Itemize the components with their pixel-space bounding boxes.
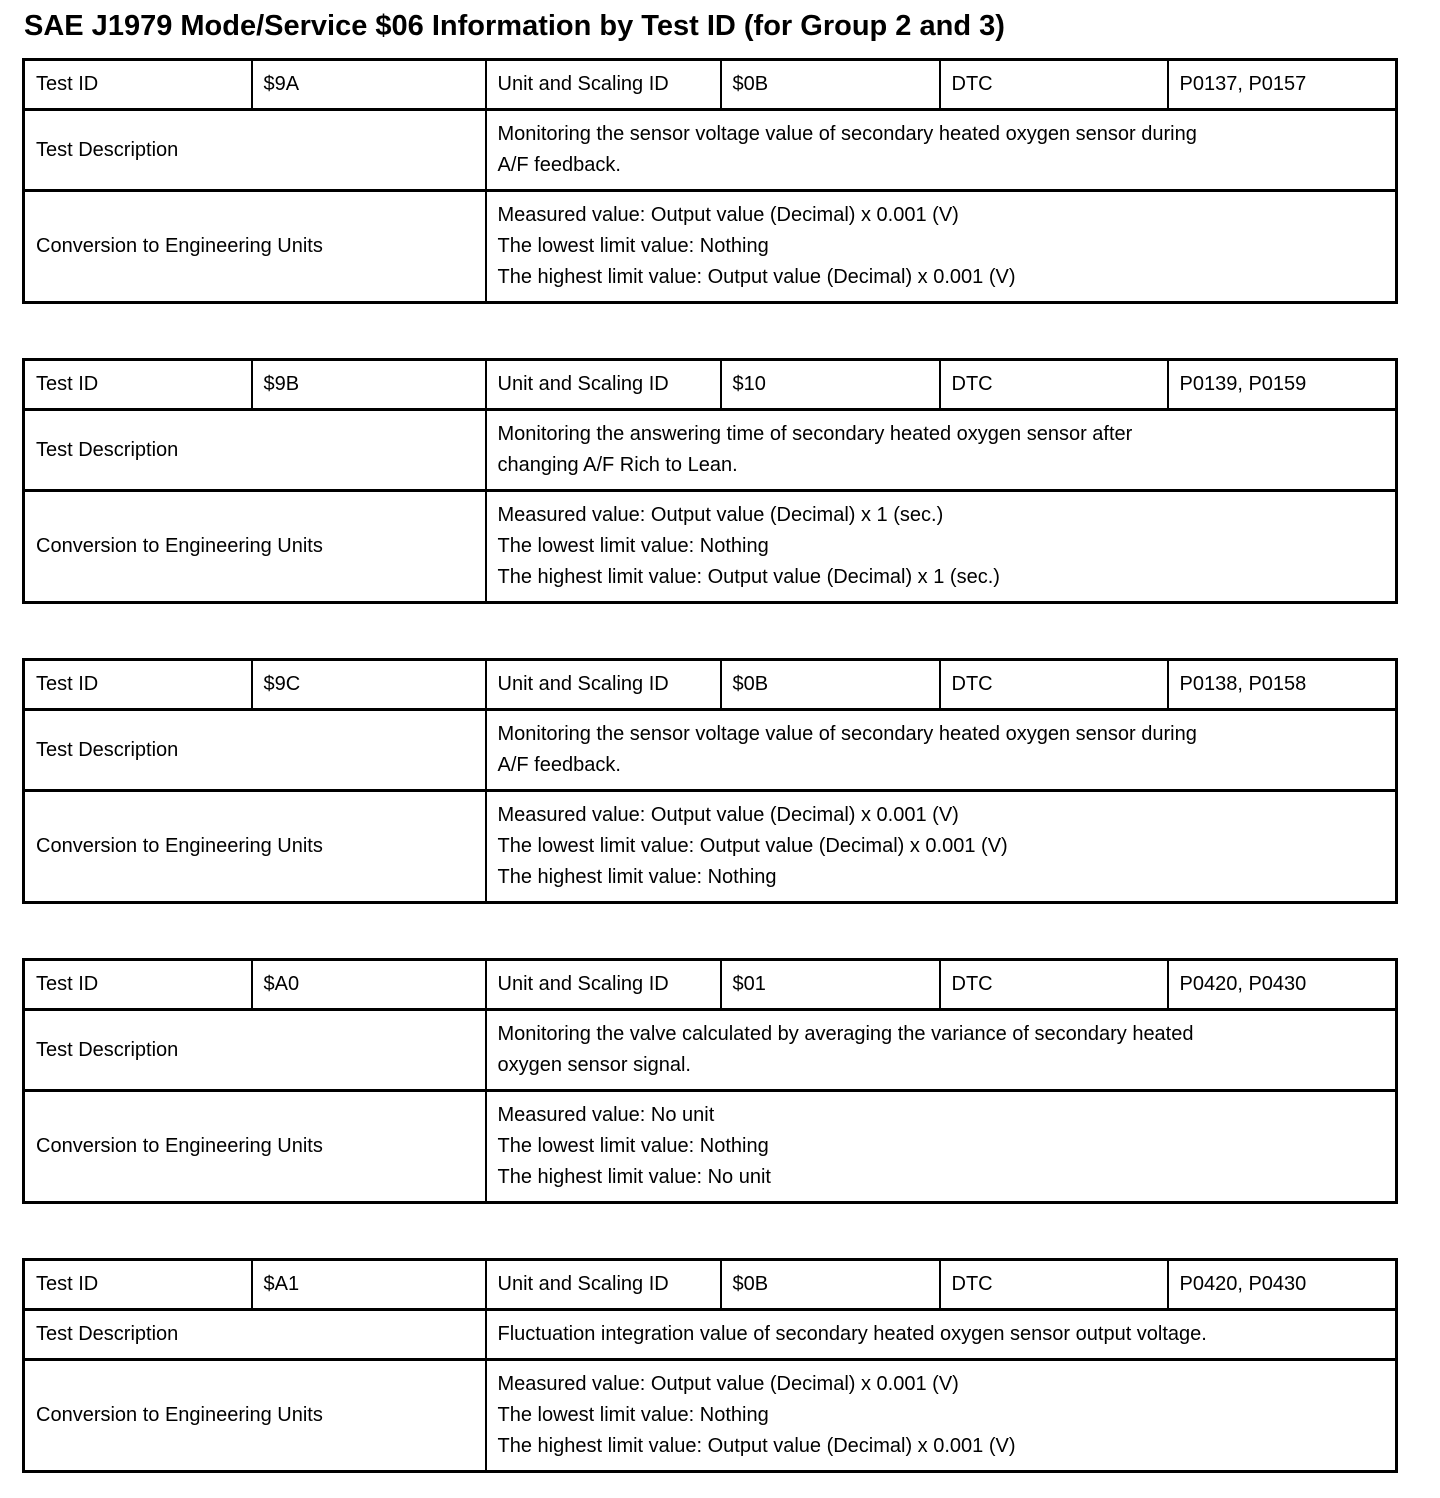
table-row (24, 491, 1397, 603)
conversion-line: The highest limit value: Output value (Decimal) x 0.001 (V) (497, 1435, 1016, 1457)
test-description-value (486, 110, 1397, 191)
conversion-label: Conversion to Engineering Units (24, 191, 486, 303)
test-description-value (486, 410, 1397, 491)
dtc-label: DTC (940, 960, 1168, 1010)
test-description-label: Test Description (24, 410, 486, 491)
table-row (24, 1260, 1397, 1310)
table-row (24, 1360, 1397, 1472)
conversion-line: Measured value: Output value (Decimal) x 0.001 (V) (497, 204, 959, 226)
test-id-value: $A0 (252, 960, 486, 1010)
conversion-line: The lowest limit value: Nothing (497, 1135, 769, 1157)
conversion-label: Conversion to Engineering Units (24, 491, 486, 603)
table-row (24, 1010, 1397, 1091)
test-description-value (486, 1310, 1397, 1360)
description-line: Monitoring the sensor voltage value of secondary heated oxygen sensor during (497, 723, 1197, 745)
test-table-9c (22, 658, 1398, 904)
test-id-label: Test ID (24, 960, 252, 1010)
table-row (24, 1310, 1397, 1360)
table-row (24, 60, 1397, 110)
conversion-line: The lowest limit value: Nothing (497, 535, 769, 557)
test-id-value: $9C (252, 660, 486, 710)
dtc-label: DTC (940, 60, 1168, 110)
dtc-label: DTC (940, 1260, 1168, 1310)
dtc-value: P0139, P0159 (1168, 360, 1397, 410)
test-id-label: Test ID (24, 60, 252, 110)
test-id-label: Test ID (24, 660, 252, 710)
conversion-label: Conversion to Engineering Units (24, 1360, 486, 1472)
dtc-value: P0420, P0430 (1168, 1260, 1397, 1310)
test-description-label: Test Description (24, 710, 486, 791)
test-id-value: $A1 (252, 1260, 486, 1310)
conversion-line: The highest limit value: Output value (Decimal) x 1 (sec.) (497, 566, 1000, 588)
unit-scaling-id-label: Unit and Scaling ID (486, 660, 721, 710)
table-row (24, 410, 1397, 491)
unit-scaling-id-label: Unit and Scaling ID (486, 1260, 721, 1310)
conversion-line: Measured value: Output value (Decimal) x 1 (sec.) (497, 504, 944, 526)
unit-scaling-id-label: Unit and Scaling ID (486, 960, 721, 1010)
table-row (24, 960, 1397, 1010)
test-table-a0 (22, 958, 1398, 1204)
table-row (24, 110, 1397, 191)
table-row (24, 791, 1397, 903)
test-description-label: Test Description (24, 110, 486, 191)
description-line: Fluctuation integration value of secondary heated oxygen sensor output voltage. (497, 1323, 1207, 1345)
description-line: Monitoring the answering time of secondary heated oxygen sensor after (497, 423, 1133, 445)
test-table-9b (22, 358, 1398, 604)
description-line: changing A/F Rich to Lean. (497, 454, 738, 476)
description-line: A/F feedback. (497, 154, 621, 176)
conversion-value (486, 1360, 1397, 1472)
conversion-value (486, 1091, 1397, 1203)
dtc-value: P0420, P0430 (1168, 960, 1397, 1010)
conversion-label: Conversion to Engineering Units (24, 1091, 486, 1203)
dtc-label: DTC (940, 360, 1168, 410)
unit-scaling-id-value: $0B (721, 660, 940, 710)
unit-scaling-id-value: $0B (721, 1260, 940, 1310)
description-line: Monitoring the sensor voltage value of secondary heated oxygen sensor during (497, 123, 1197, 145)
test-table-a1 (22, 1258, 1398, 1473)
description-line: A/F feedback. (497, 754, 621, 776)
table-row (24, 1091, 1397, 1203)
description-line: oxygen sensor signal. (497, 1054, 691, 1076)
table-row (24, 360, 1397, 410)
conversion-line: Measured value: No unit (497, 1104, 715, 1126)
conversion-line: Measured value: Output value (Decimal) x 0.001 (V) (497, 1373, 959, 1395)
test-description-value (486, 1010, 1397, 1091)
test-id-value: $9A (252, 60, 486, 110)
test-id-label: Test ID (24, 360, 252, 410)
unit-scaling-id-value: $0B (721, 60, 940, 110)
table-row (24, 710, 1397, 791)
dtc-value: P0137, P0157 (1168, 60, 1397, 110)
conversion-line: The lowest limit value: Nothing (497, 235, 769, 257)
unit-scaling-id-value: $01 (721, 960, 940, 1010)
dtc-label: DTC (940, 660, 1168, 710)
test-table-9a (22, 58, 1398, 304)
table-row (24, 660, 1397, 710)
test-description-label: Test Description (24, 1010, 486, 1091)
page-title: SAE J1979 Mode/Service $06 Information by Test ID (for Group 2 and 3) (24, 10, 1005, 42)
conversion-line: The highest limit value: No unit (497, 1166, 771, 1188)
conversion-label: Conversion to Engineering Units (24, 791, 486, 903)
conversion-line: The highest limit value: Nothing (497, 866, 777, 888)
conversion-line: The lowest limit value: Nothing (497, 1404, 769, 1426)
test-id-value: $9B (252, 360, 486, 410)
conversion-line: Measured value: Output value (Decimal) x 0.001 (V) (497, 804, 959, 826)
conversion-value (486, 791, 1397, 903)
conversion-value (486, 191, 1397, 303)
test-description-label: Test Description (24, 1310, 486, 1360)
dtc-value: P0138, P0158 (1168, 660, 1397, 710)
unit-scaling-id-label: Unit and Scaling ID (486, 60, 721, 110)
unit-scaling-id-value: $10 (721, 360, 940, 410)
table-row (24, 191, 1397, 303)
test-description-value (486, 710, 1397, 791)
test-id-label: Test ID (24, 1260, 252, 1310)
conversion-line: The lowest limit value: Output value (Decimal) x 0.001 (V) (497, 835, 1008, 857)
unit-scaling-id-label: Unit and Scaling ID (486, 360, 721, 410)
conversion-line: The highest limit value: Output value (Decimal) x 0.001 (V) (497, 266, 1016, 288)
description-line: Monitoring the valve calculated by averaging the variance of secondary heated (497, 1023, 1194, 1045)
conversion-value (486, 491, 1397, 603)
